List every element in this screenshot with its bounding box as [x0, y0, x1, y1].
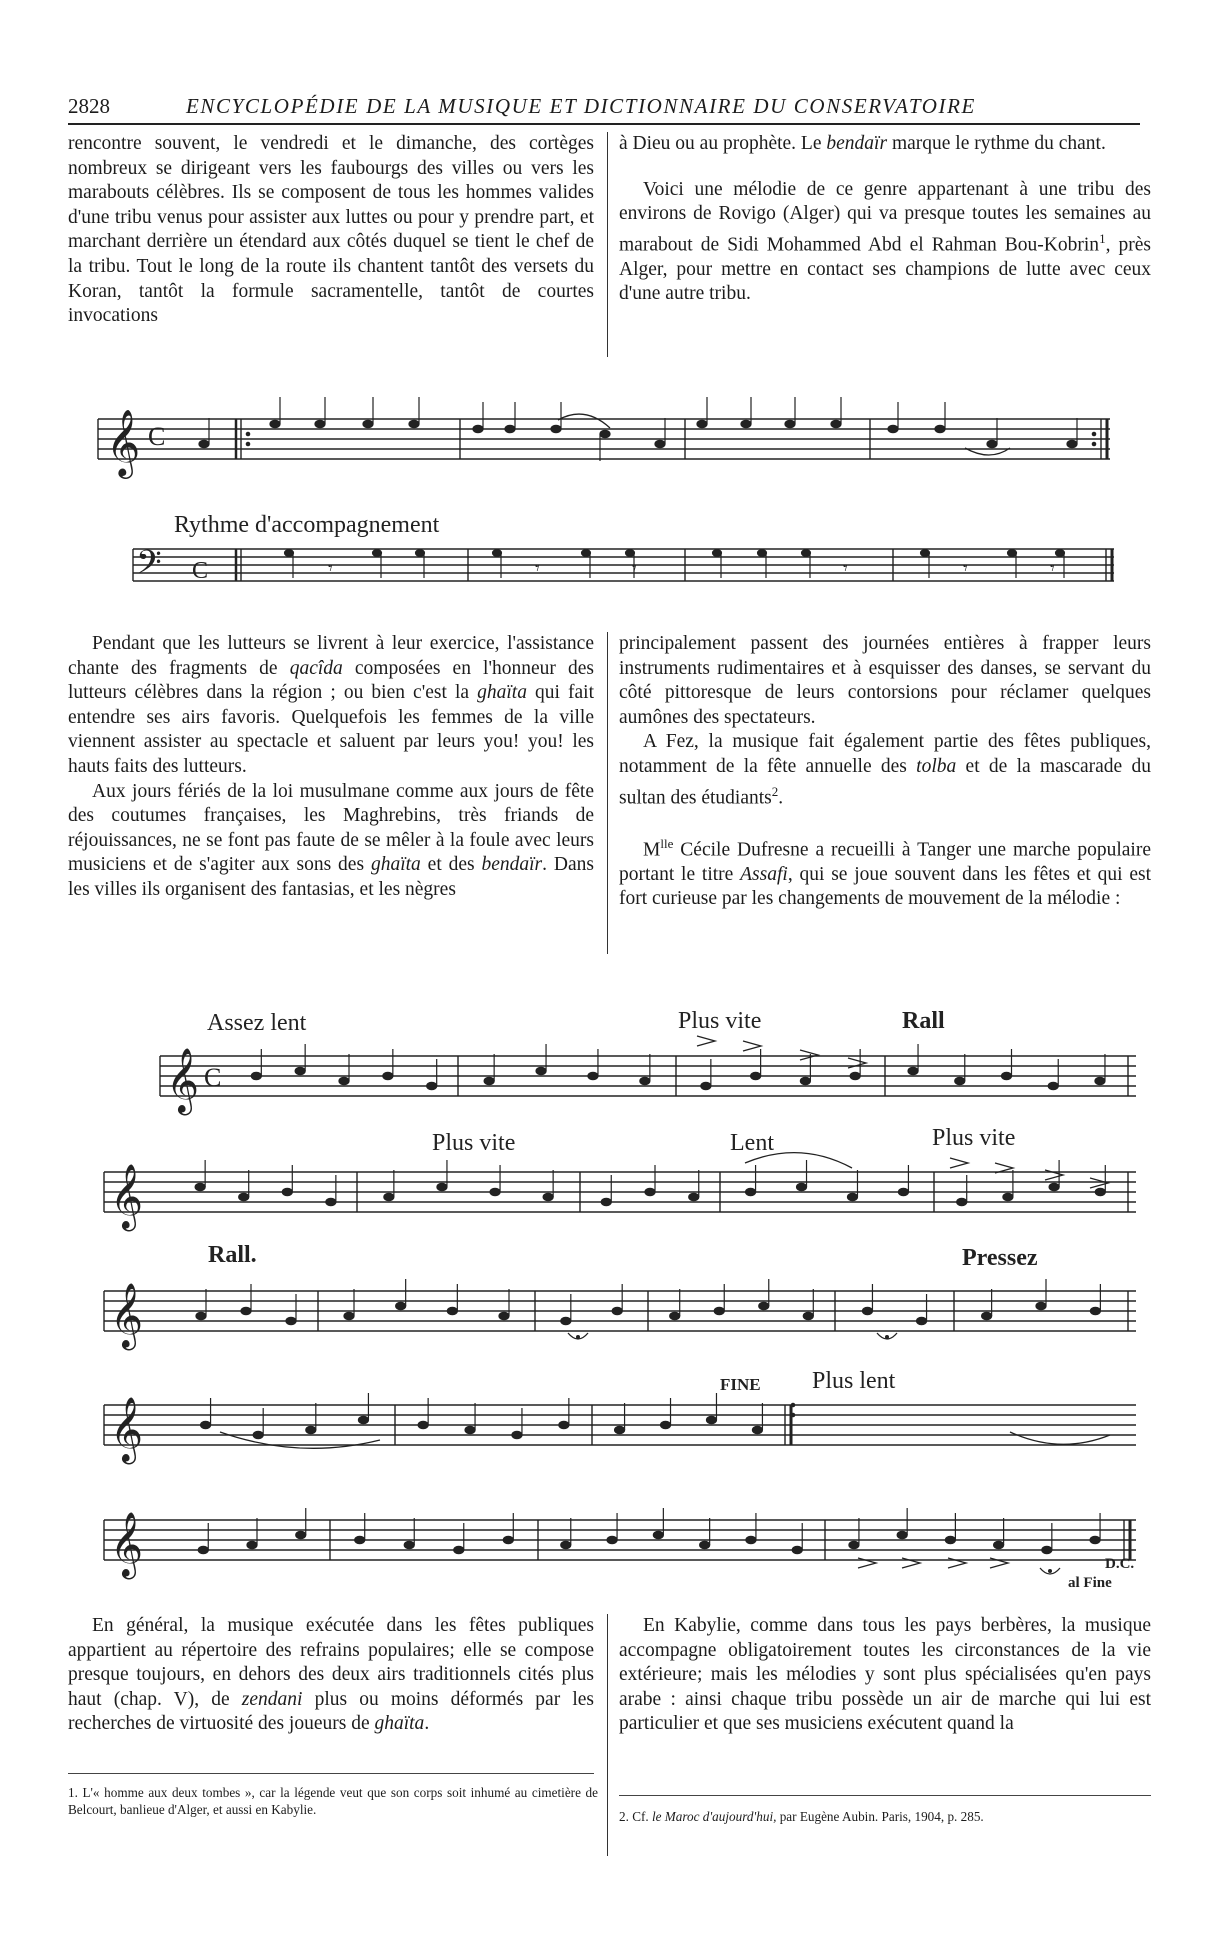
paragraph: Voici une mélodie de ce genre appartenant à une tribu des environs de Rovigo (Alger) qui va presque toutes les semaines au marabout de Sidi Mohammed Abd el Rahman Bou-Kobrin$^1$, près Alger, pour mettre en contact ses champions de lutte avec ceux d'une autre tribu. [619, 178, 1152, 305]
treble-clef-icon: 𝄞 [110, 1283, 144, 1348]
paragraph: à Dieu ou au prophète. Le bendaïr marque le rythme du chant. [619, 133, 1106, 154]
melody-staff [160, 1056, 1136, 1096]
note-head [945, 1536, 955, 1543]
note-head [607, 1536, 617, 1543]
melody-staff [104, 1172, 1136, 1212]
note-head [670, 1312, 680, 1319]
note-head [561, 1541, 571, 1548]
note-head [701, 1082, 711, 1089]
note-head [339, 1077, 349, 1084]
note-head [1090, 1307, 1100, 1314]
note-head [286, 1317, 296, 1324]
note-head [994, 1541, 1004, 1548]
note-head [561, 1317, 571, 1324]
note-head [241, 1307, 251, 1314]
note-head [1095, 1077, 1105, 1084]
treble-clef-icon: 𝄞 [106, 408, 141, 476]
note-head [383, 1072, 393, 1079]
note-head [503, 1536, 513, 1543]
note-head [957, 1198, 967, 1205]
note-head [1003, 1193, 1013, 1200]
footnote-rule [619, 1795, 1151, 1796]
common-time-icon: C [148, 422, 166, 451]
svg-text:Rall.: Rall. [208, 1242, 257, 1268]
note-head [653, 1531, 663, 1538]
note-head [752, 1426, 762, 1433]
note-head [1048, 1082, 1058, 1089]
note-head [746, 1188, 756, 1195]
svg-text:Assez lent: Assez lent [207, 1010, 307, 1036]
treble-clef-icon: 𝄞 [166, 1048, 200, 1113]
note-head [1036, 1302, 1046, 1309]
footnote-2: 2. Cf. le Maroc d'aujourd'hui, par Eugène Aubin. Paris, 1904, p. 285. [619, 1809, 984, 1824]
svg-text:𝄾: 𝄾 [535, 558, 540, 579]
note-head [512, 1431, 522, 1438]
treble-clef-icon: 𝄞 [110, 1397, 144, 1462]
common-time-icon: C [192, 558, 209, 584]
svg-text:Plus vite: Plus vite [932, 1125, 1016, 1151]
note-head [1049, 1183, 1059, 1190]
note-head [645, 1188, 655, 1195]
note-head [490, 1188, 500, 1195]
svg-text:𝄾: 𝄾 [1050, 558, 1055, 579]
svg-text:Lent: Lent [730, 1130, 774, 1156]
note-head [862, 1307, 872, 1314]
note-head [803, 1312, 813, 1319]
treble-clef-icon: 𝄞 [110, 1512, 144, 1577]
note-head [201, 1421, 211, 1428]
note-head [543, 1193, 553, 1200]
column-divider [607, 1614, 608, 1856]
treble-clef-icon: 𝄞 [110, 1164, 144, 1229]
bottom-right-column [619, 1614, 1151, 1737]
paragraph: $M^{lle}$ Cécile Dufresne a recueilli à Tanger une marche populaire portant le titre Assafi, qui se joue souvent dans les fêtes et qui est fort curieuse par les changements de mouvement de la mélodie : [619, 835, 1151, 910]
note-head [484, 1077, 494, 1084]
note-head [454, 1546, 464, 1553]
note-head [588, 1072, 598, 1079]
note-head [792, 1546, 802, 1553]
note-head [849, 1541, 859, 1548]
note-head [955, 1077, 965, 1084]
bottom-left-column [68, 1614, 594, 1737]
note-head [195, 1183, 205, 1190]
paragraph: En général, la musique exécutée dans les fêtes publiques appartient au répertoire des refrains populaires; elle se compose presque toujours, en dehors des deux airs traditionnels cités plus haut (chap. V), de zendani plus ou moins déformés par les recherches de virtuosité des joueurs de ghaïta. [68, 1615, 594, 1735]
note-head [800, 1077, 810, 1084]
note-head [917, 1317, 927, 1324]
svg-text:FINE: FINE [720, 1375, 761, 1394]
note-head [706, 1416, 716, 1423]
svg-text:𝄾: 𝄾 [632, 558, 637, 579]
note-head [700, 1541, 710, 1548]
note-head [251, 1072, 261, 1079]
note-head [418, 1421, 428, 1428]
note-head [751, 1072, 761, 1079]
note-head [689, 1193, 699, 1200]
svg-text:Rall: Rall [902, 1008, 945, 1034]
note-head [198, 1546, 208, 1553]
note-head [239, 1193, 249, 1200]
svg-text:Plus lent: Plus lent [812, 1368, 896, 1394]
note-head [559, 1421, 569, 1428]
svg-text:al Fine: al Fine [1068, 1575, 1112, 1591]
svg-text:𝄾: 𝄾 [963, 558, 968, 579]
note-head [746, 1536, 756, 1543]
note-head [253, 1431, 263, 1438]
svg-text:𝄾: 𝄾 [843, 558, 848, 579]
note-head [282, 1188, 292, 1195]
svg-text:𝄾: 𝄾 [328, 558, 333, 579]
note-head [850, 1072, 860, 1079]
note-head [465, 1426, 475, 1433]
note-head [612, 1307, 622, 1314]
svg-text:D.C.: D.C. [1105, 1556, 1135, 1572]
note-head [640, 1077, 650, 1084]
svg-text:Plus vite: Plus vite [678, 1008, 762, 1034]
note-head [661, 1421, 671, 1428]
note-head [714, 1307, 724, 1314]
note-head [296, 1531, 306, 1538]
note-head [427, 1082, 437, 1089]
note-head [759, 1302, 769, 1309]
note-head [797, 1183, 807, 1190]
note-head [499, 1312, 509, 1319]
paragraph: Aux jours fériés de la loi musulmane comme aux jours de fête des coutumes françaises, les Maghrebins, très friands de réjouissances, ne se font pas faute de se mêler à la foule avec leurs musiciens et de s'agiter aux sons des ghaïta et des bendaïr. Dans les villes ils organisent des fantasias, et les nègres [68, 780, 594, 900]
running-title: ENCYCLOPÉDIE DE LA MUSIQUE ET DICTIONNAIRE DU CONSERVATOIRE [186, 94, 976, 118]
note-head [908, 1067, 918, 1074]
note-head [897, 1531, 907, 1538]
melody-staff [104, 1520, 1136, 1560]
note-head [615, 1426, 625, 1433]
rhythm-label: Rythme d'accompagnement [174, 512, 440, 538]
note-head [295, 1067, 305, 1074]
footnote-rule [68, 1773, 594, 1774]
footnote-1: 1. L'« homme aux deux tombes », car la légende veut que son corps soit inhumé au cimetière de Belcourt, banlieue d'Alger, et aussi en Kabylie. [68, 1785, 598, 1817]
note-head [447, 1307, 457, 1314]
note-head [898, 1188, 908, 1195]
note-head [355, 1536, 365, 1543]
paragraph: Pendant que les lutteurs se livrent à leur exercice, l'assistance chante des fragments de qacîda composées en l'honneur des lutteurs célèbres dans la région ; ou bien c'est la ghaïta qui fait entendre ses airs favoris. Quelquefois les femmes de la ville viennent assister au spectacle et saluent par leurs you! you! les hauts faits des lutteurs. [68, 633, 594, 777]
note-head [536, 1067, 546, 1074]
note-head [358, 1416, 368, 1423]
bass-clef-icon: 𝄢 [136, 544, 162, 590]
paragraph: rencontre souvent, le vendredi et le dimanche, des cortèges nombreux se dirigeant vers les faubourgs des villes ou vers les marabouts célèbres. Ils se composent de tous les hommes valides d'une tribu venus pour assister aux luttes ou pour y prendre part, et marchant derrière un étendard aux côtés duquel se tient le chef de la tribu. Tout le long de la route ils chantent tantôt des versets du Koran, tantôt la formule sacramentelle, tantôt de courtes invocations [68, 133, 594, 327]
note-head [306, 1426, 316, 1433]
note-head [404, 1541, 414, 1548]
note-head [601, 1198, 611, 1205]
note-head [326, 1198, 336, 1205]
page-number: 2828 [68, 94, 110, 118]
paragraph: En Kabylie, comme dans tous les pays berbères, la musique accompagne obligatoirement toutes les circonstances de la vie extérieure; mais les mélodies y sont plus spécialisées qu'en pays arabe : ainsi chaque tribu possède un air de marche qui lui est particulier et que ses musiciens exécutent quand la [619, 1615, 1151, 1735]
note-head [1095, 1188, 1105, 1195]
paragraph: principalement passent des journées entières à frapper leurs instruments rudimentaires et à esquisser des danses, se servant du côté pittoresque de leurs contorsions pour réclamer quelques aumônes des spectateurs. [619, 633, 1151, 728]
note-head [196, 1312, 206, 1319]
note-head [396, 1302, 406, 1309]
note-head [1042, 1546, 1052, 1553]
note-head [1090, 1536, 1100, 1543]
common-time-icon: C [204, 1063, 222, 1092]
svg-text:Plus vite: Plus vite [432, 1130, 516, 1156]
note-head [384, 1193, 394, 1200]
note-head [437, 1183, 447, 1190]
paragraph: A Fez, la musique fait également partie des fêtes publiques, notamment de la fête annuelle des tolba et de la mascarade du sultan des étudiants$^2$. [619, 731, 1151, 809]
svg-text:Pressez: Pressez [962, 1245, 1038, 1271]
note-head [982, 1312, 992, 1319]
note-head [344, 1312, 354, 1319]
note-head [1002, 1072, 1012, 1079]
note-head [847, 1193, 857, 1200]
note-head [247, 1541, 257, 1548]
